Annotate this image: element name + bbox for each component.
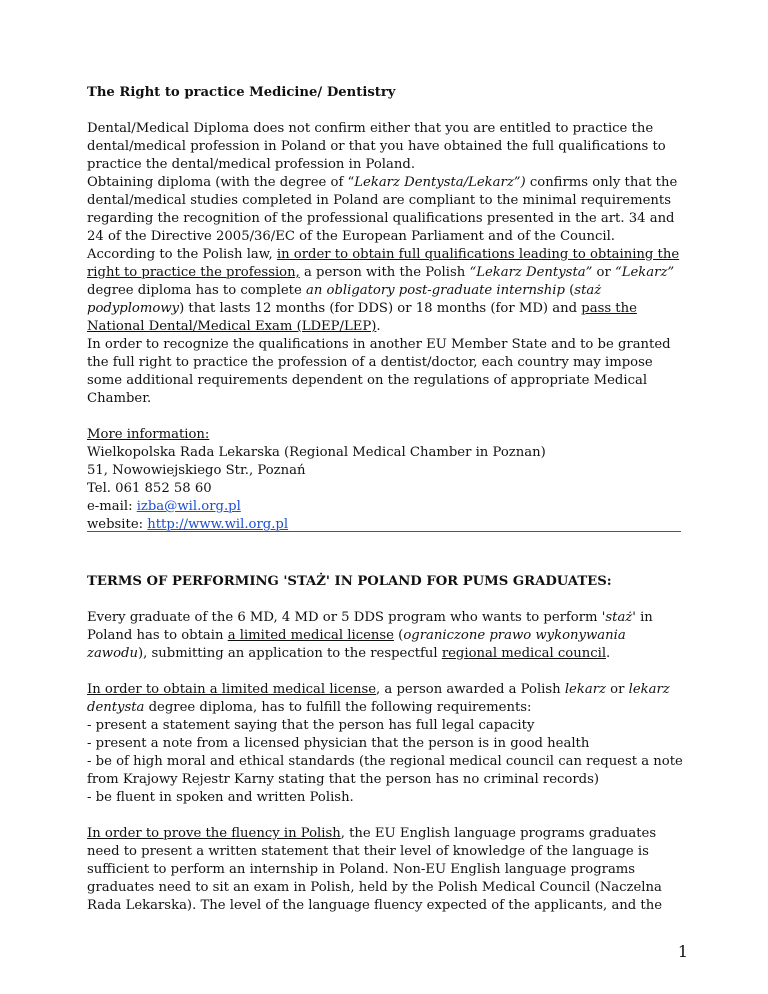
text-run-underlined: in order to obtain full qualifications leading to obtaining the right to practice the profession, <box>87 247 680 280</box>
text-run: , a person awarded a Polish <box>376 682 565 697</box>
text-run: a person with the Polish <box>299 265 470 280</box>
text-run: degree diploma, has to fulfill the following requirements: <box>144 700 532 715</box>
paragraph-limited-license <box>87 609 687 663</box>
text-run-italic: “Lekarz Dentysta” <box>469 265 593 280</box>
contact-address: 51, Nowowiejskiego Str., Poznań <box>87 463 306 478</box>
page-number: 1 <box>677 942 688 961</box>
text-run: or <box>592 265 615 280</box>
paragraph-diploma: Dental/Medical Diploma does not confirm either that you are entitled to practice the dental/medical profession in Poland or that you have obtained the full qualifications to practice the dental/medical profession in Poland. <box>87 121 666 172</box>
text-run: . <box>376 319 381 334</box>
text-run-underlined: pass the National Dental/Medical Exam (LDEP/LEP) <box>87 301 637 334</box>
document-body <box>87 80 687 534</box>
requirement-item: - be of high moral and ethical standards (the regional medical council can request a note from Krajowy Rejestr Karny stating that the person has no criminal records) <box>87 754 683 787</box>
text-run: confirms only that the dental/medical studies completed in Poland are compliant to the minimal requirements regarding the recognition of the professional qualifications presented in the art. 34 and 24 of the Directive 2005/36/EC of the European Parliament and of the Council. <box>87 175 678 244</box>
text-run: ), submitting an application to the respectful <box>137 646 442 661</box>
contact-email <box>87 498 687 516</box>
text-run-italic: ograniczone prawo wykonywania zawodu <box>87 628 626 661</box>
email-label: e-mail: <box>87 499 137 514</box>
contact-phone: Tel. 061 852 58 60 <box>87 481 212 496</box>
text-run: . <box>606 646 611 661</box>
paragraph-degree <box>87 174 687 246</box>
requirement-item: - be fluent in spoken and written Polish. <box>87 790 354 805</box>
section-heading: TERMS OF PERFORMING 'STAŻ' IN POLAND FOR PUMS GRADUATES: <box>87 574 612 589</box>
text-run-underlined: In order to obtain a limited medical license <box>87 682 377 697</box>
section-stazh-terms <box>87 569 687 915</box>
text-run-italic: “Lekarz” <box>615 265 675 280</box>
text-run: ) that lasts 12 months (for DDS) or 18 months (for MD) and <box>179 301 582 316</box>
text-run: Every graduate of the 6 MD, 4 MD or 5 DDS program who wants to perform <box>87 610 602 625</box>
text-run: ( <box>393 628 404 643</box>
requirement-item: - present a note from a licensed physician that the person is in good health <box>87 736 590 751</box>
contact-organization: Wielkopolska Rada Lekarska (Regional Medical Chamber in Poznan) <box>87 445 546 460</box>
text-run-underlined: a limited medical license <box>227 628 394 643</box>
text-run-italic: lekarz dentysta <box>87 682 670 715</box>
text-run: Obtaining diploma (with the degree of “ <box>87 175 355 190</box>
text-run-italic: lekarz <box>564 682 606 697</box>
more-info-label: More information: <box>87 427 210 442</box>
text-run: degree diploma has to complete <box>87 283 306 298</box>
text-run: in Poland has to obtain <box>87 610 653 643</box>
paragraph-requirements-intro <box>87 681 687 717</box>
paragraph-eu-recognition: In order to recognize the qualifications in another EU Member State and to be granted the full right to practice the profession of a dentist/doctor, each country may impose some additional requirements dependent on the regulations of appropriate Medical Chamber. <box>87 337 671 406</box>
text-run-italic: an obligatory post-graduate internship <box>305 283 565 298</box>
text-run: According to the Polish law, <box>87 247 277 262</box>
paragraph-polish-law <box>87 246 687 336</box>
text-run-italic: 'staż' <box>601 610 636 625</box>
paragraph-polish-fluency <box>87 825 687 915</box>
text-run: , the EU English language programs graduates need to present a written statement that their level of knowledge of the language is sufficient to perform an internship in Poland. Non-EU English language programs graduates need to sit an exam in Polish, held by the Polish Medical Council (Naczelna Rada Lekarska). The level of the language fluency expected of the applicants, and the <box>87 826 663 913</box>
text-run-italic: staż podyplomowy <box>87 283 602 316</box>
horizontal-divider <box>87 531 681 532</box>
website-link[interactable]: http://www.wil.org.pl <box>147 517 289 532</box>
website-label: website: <box>87 517 148 532</box>
requirement-item: - present a statement saying that the person has full legal capacity <box>87 718 535 733</box>
text-run: or <box>605 682 629 697</box>
text-run-italic: Lekarz Dentysta/Lekarz”) <box>354 175 526 190</box>
text-run-underlined: In order to prove the fluency in Polish <box>87 826 341 841</box>
page-title: The Right to practice Medicine/ Dentistry <box>87 85 396 100</box>
text-run-underlined: regional medical council <box>441 646 607 661</box>
email-link[interactable]: izba@wil.org.pl <box>136 499 241 514</box>
text-run: ( <box>564 283 575 298</box>
